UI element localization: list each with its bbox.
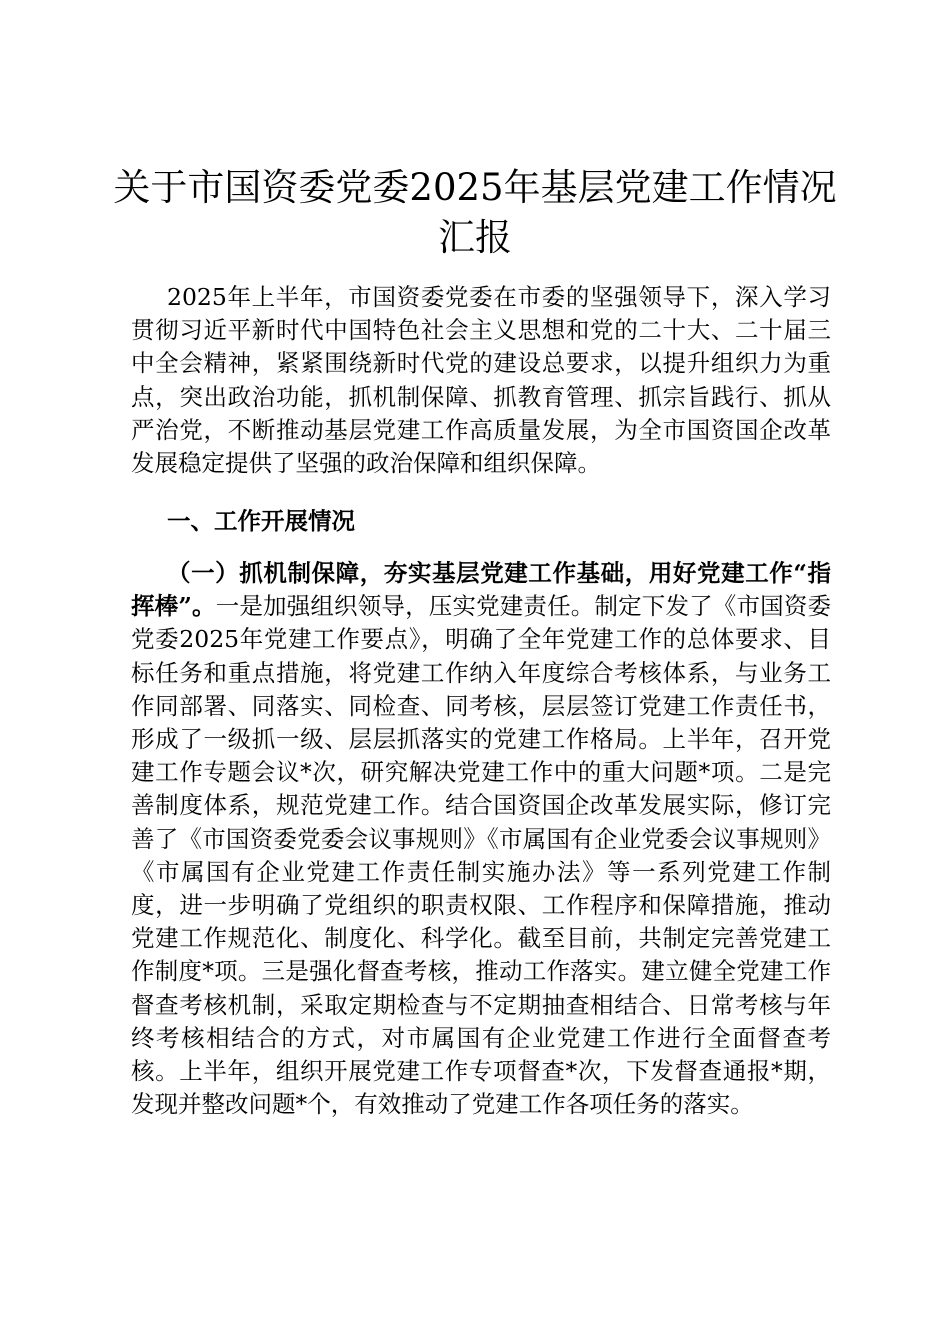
subsection-paragraph [131,557,831,1121]
title-line-2: 汇报 [438,216,512,259]
intro-paragraph: 2025年上半年，市国资委党委在市委的坚强领导下，深入学习贯彻习近平新时代中国特色社会主义思想和党的二十大、二十届三中全会精神，紧紧围绕新时代党的建设总要求，以提升组织力为重点，突出政治功能，抓机制保障、抓教育管理、抓宗旨践行、抓从严治党，不断推动基层党建工作高质量发展，为全市国资国企改革发展稳定提供了坚强的政治保障和组织保障。 [131,283,831,478]
subsection-body: 一是加强组织领导，压实党建责任。制定下发了《市国资委党委2025年党建工作要点》，明确了全年党建工作的总体要求、目标任务和重点措施，将党建工作纳入年度综合考核体系，与业务工作同部署、同落实、同检查、同考核，层层签订党建工作责任书，形成了一级抓一级、层层抓落实的党建工作格局。上半年，召开党建工作专题会议*次，研究解决党建工作中的重大问题*项。二是完善制度体系，规范党建工作。结合国资国企改革发展实际，修订完善了《市国资委党委会议事规则》《市属国有企业党委会议事规则》《市属国有企业党建工作责任制实施办法》等一系列党建工作制度，进一步明确了党组织的职责权限、工作程序和保障措施，推动党建工作规范化、制度化、科学化。截至目前，共制定完善党建工作制度*项。三是强化督查考核，推动工作落实。建立健全党建工作督查考核机制，采取定期检查与不定期抽查相结合、日常考核与年终考核相结合的方式，对市属国有企业党建工作进行全面督查考核。上半年，组织开展党建工作专项督查*次，下发督查通报*期，发现并整改问题*个，有效推动了党建工作各项任务的落实。 [131,592,831,1119]
subsection-lead: （一）抓机制保障，夯实基层党建工作基础，用好党建工作“指挥棒”。 [131,559,831,621]
title-line-1: 关于市国资委党委2025年基层党建工作情况 [113,166,837,209]
section-heading: 一、工作开展情况 [167,507,355,535]
document-title [100,163,850,263]
